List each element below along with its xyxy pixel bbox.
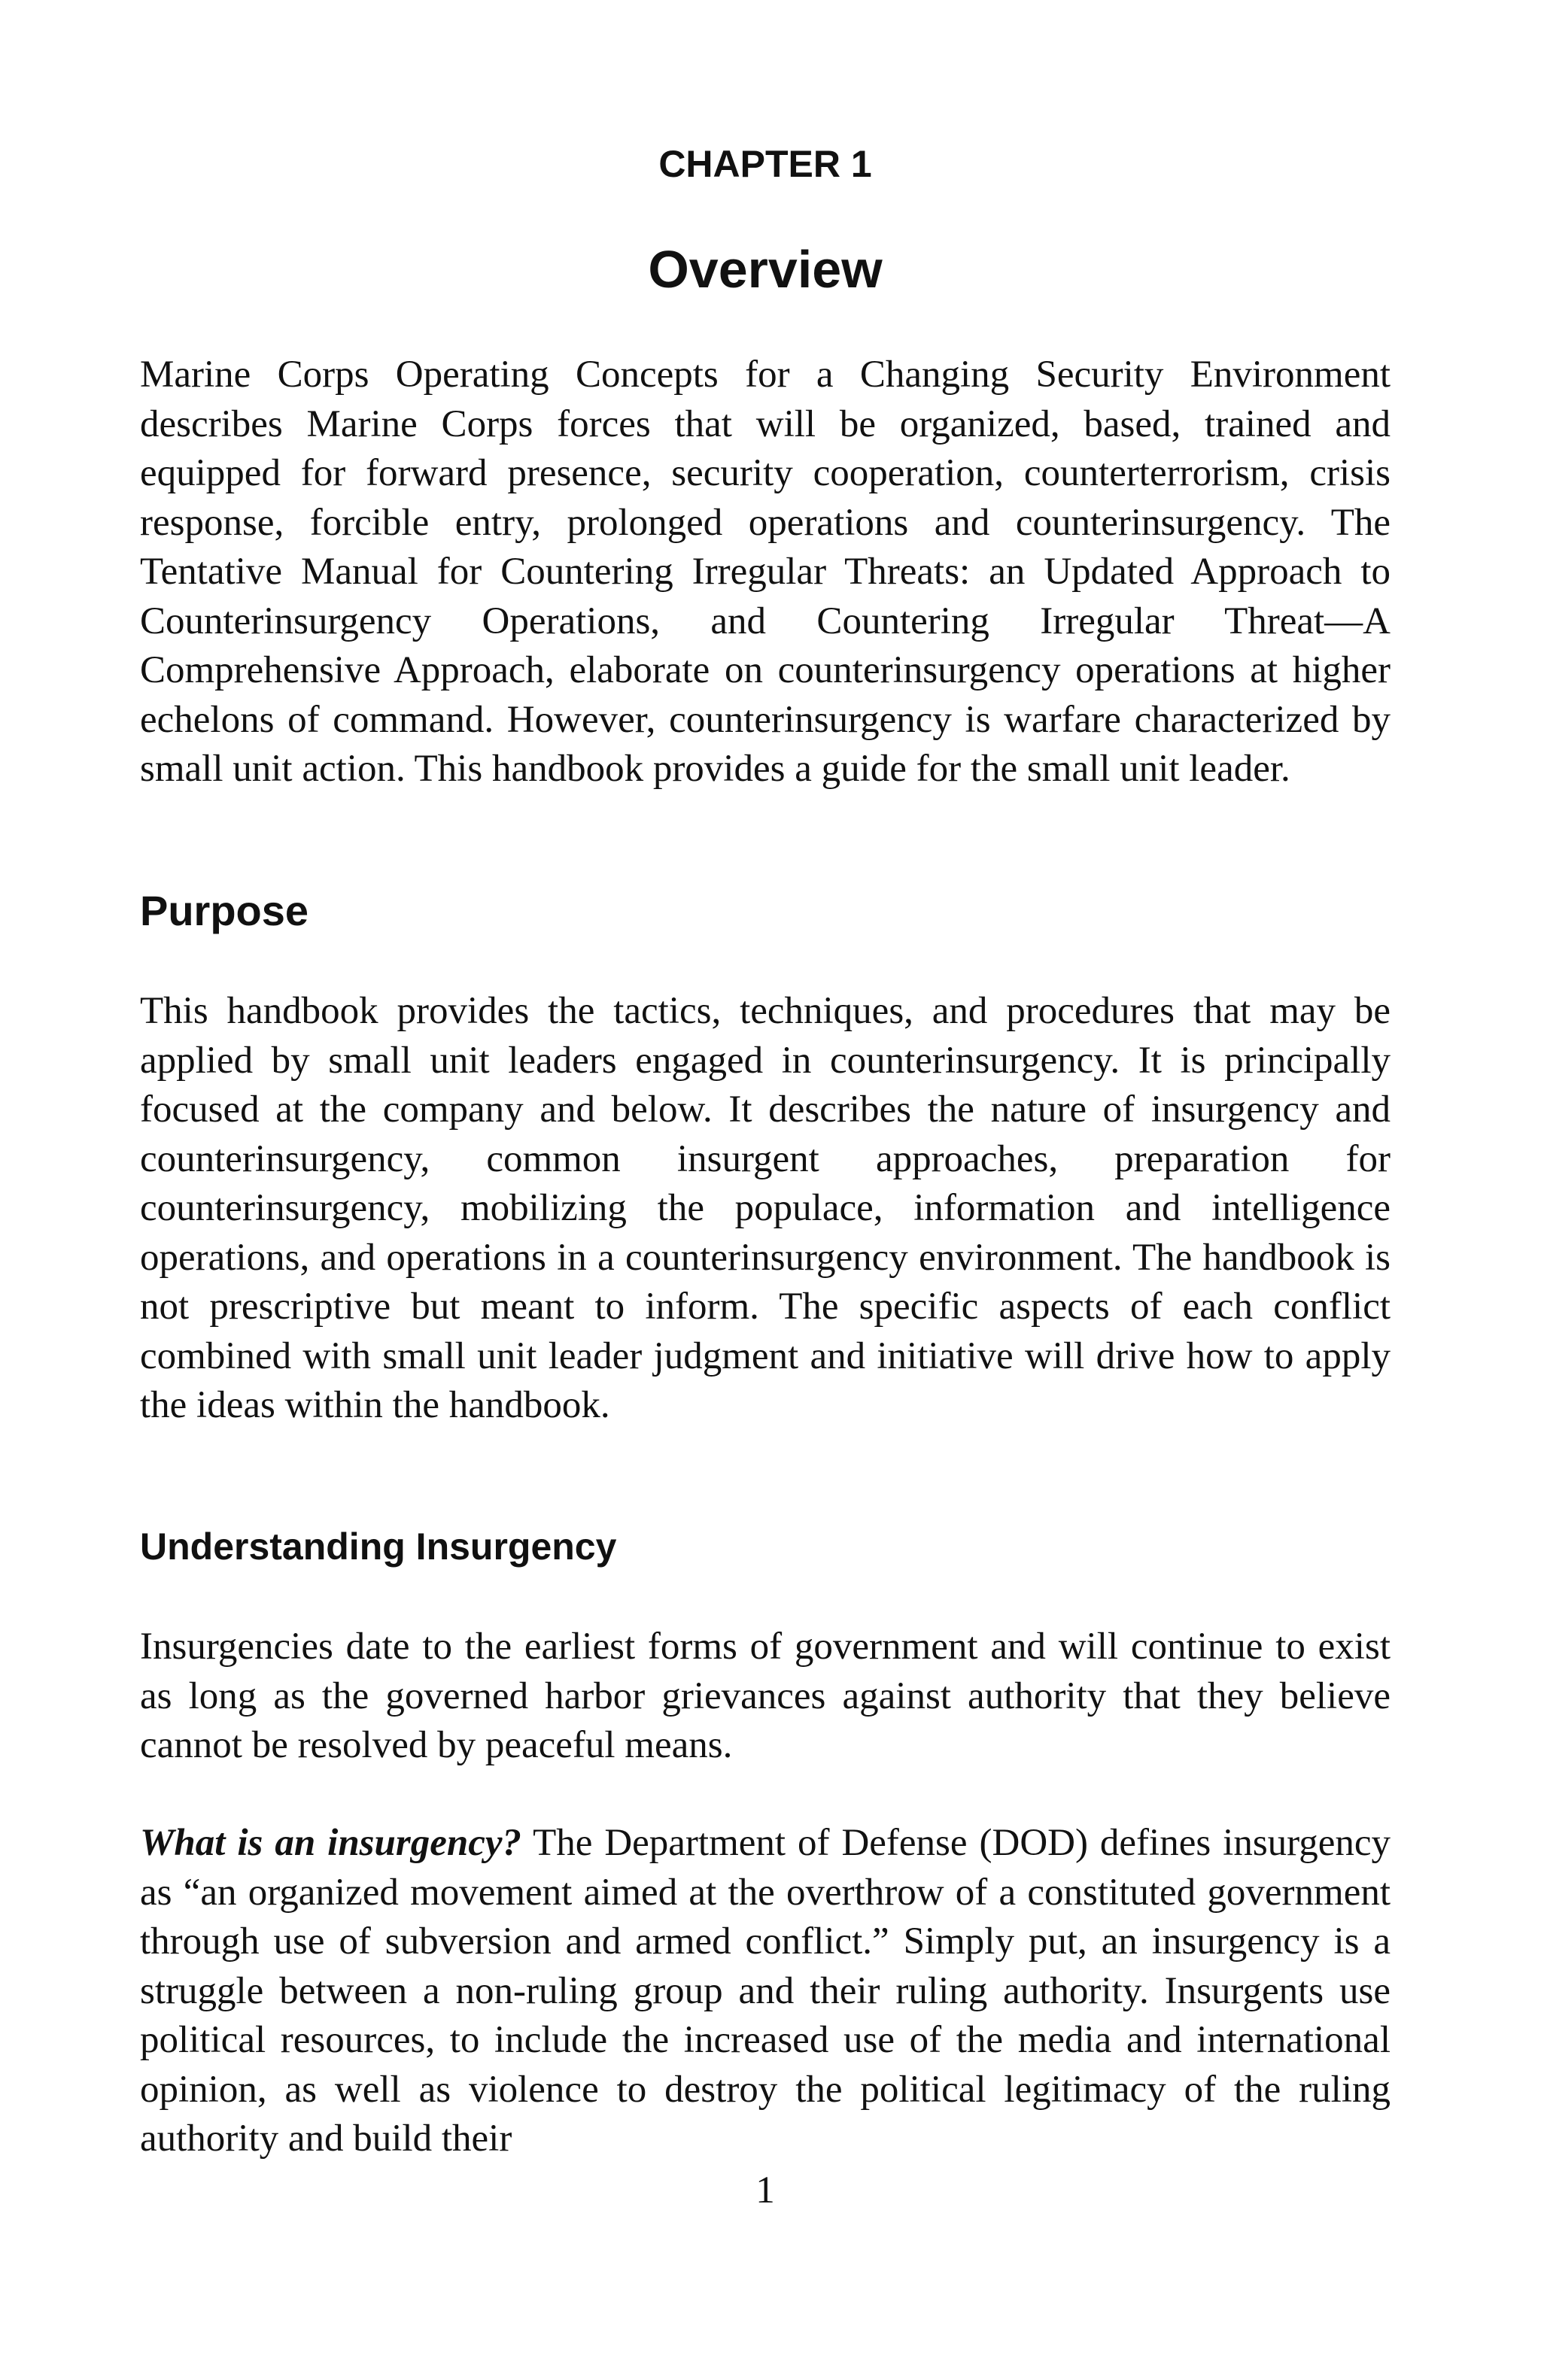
purpose-heading: Purpose (140, 887, 309, 934)
what-is-insurgency-lead-in: What is an insurgency? (140, 1822, 522, 1864)
purpose-paragraph: This handbook provides the tactics, techniques, and procedures that may be applied by small unit leaders engaged in counterinsurgency. It is principally focused at the company and below. It describes the nature of insurgency and counterinsurgency, common insurgent approaches, preparation for counterinsurgency, mobilizing the populace, information and intelligence operations, and operations in a counterinsurgency environment. The handbook is not prescriptive but meant to inform. The specific aspects of each conflict combined with small unit leader judgment and initiative will drive how to apply the ideas within the handbook. (140, 990, 1391, 1426)
chapter-title: Overview (648, 240, 883, 299)
chapter-label: CHAPTER 1 (658, 143, 872, 185)
understanding-paragraph: Insurgencies date to the earliest forms of government and will continue to exist as long as the governed harbor grievances against authority that they believe cannot be resolved by peaceful means. (140, 1626, 1391, 1766)
what-is-insurgency-text: The Department of Defense (DOD) defines insurgency as “an organized movement aimed at the overthrow of a constituted government through use of subversion and armed conflict.” Simply put, an insurgency is a struggle between a non-ruling group and their ruling authority. Insurgents use political resources, to include the increased use of the media and international opinion, as well as violence to destroy the political legitimacy of the ruling authority and build their (140, 1822, 1391, 2160)
what-is-insurgency-paragraph (140, 1819, 1391, 2164)
document-page (140, 0, 1391, 2380)
intro-paragraph: Marine Corps Operating Concepts for a Changing Security Environment describes Marine Corps forces that will be organized, based, trained and equipped for forward presence, security cooperation, counterterrorism, crisis response, forcible entry, prolonged operations and counterinsurgency. The Tentative Manual for Countering Irregular Threats: an Updated Approach to Counterinsurgency Operations, and Countering Irregular Threat—A Comprehensive Approach, elaborate on counterinsurgency operations at higher echelons of command. However, counterinsurgency is warfare characterized by small unit action. This handbook provides a guide for the small unit leader. (140, 354, 1391, 790)
page-number: 1 (755, 2169, 775, 2212)
understanding-insurgency-heading: Understanding Insurgency (140, 1525, 617, 1568)
